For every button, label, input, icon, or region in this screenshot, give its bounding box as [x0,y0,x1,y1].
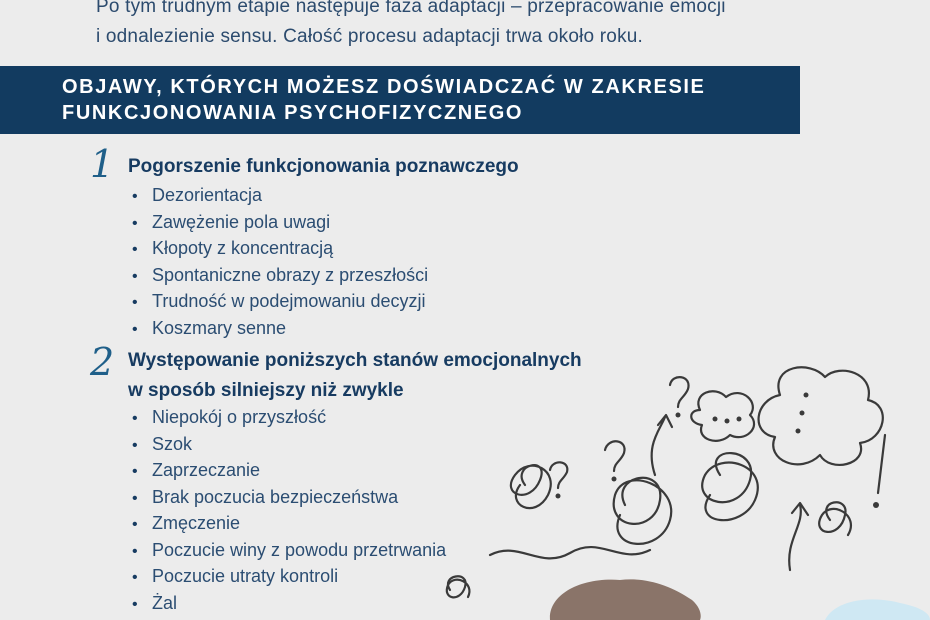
list-item-text: Trudność w podejmowaniu decyzji [152,291,426,311]
thought-cloud-small [691,391,754,441]
section-title-2-line-2: w sposób silniejszy niż zwykle [128,380,404,401]
list-item-text: Poczucie winy z powodu przetrwania [152,539,447,560]
bullet: • [132,569,138,586]
list-item-text: Zaprzeczanie [152,460,261,480]
bullet: • [132,516,138,533]
section-number-2: 2 [90,340,115,384]
list-item [132,537,446,564]
list-item [132,457,446,484]
list-item [132,404,446,431]
symptom-list-1 [132,182,428,341]
bullet: • [132,542,138,560]
list-item [132,288,428,315]
list-item [132,315,428,342]
list-item [132,182,428,209]
swirl-lines [490,547,650,558]
list-item [132,262,428,289]
list-item-text: Kłopoty z koncentracją [152,238,334,258]
cloud-dot-1 [713,417,718,422]
bullet: • [132,188,138,205]
list-item-text: Spontaniczne obrazy z przeszłości [152,264,429,285]
arrow-up-1 [652,415,672,475]
cloud-dot-2 [725,419,730,424]
scribble-right [819,502,851,535]
list-item-text: Szok [152,433,193,454]
banner-line-1: OBJAWY, KTÓRYCH MOŻESZ DOŚWIADCZAĆ W ZAKRESIE [62,76,706,98]
section-title-2-line-1: Występowanie poniższych stanów emocjonalnych [128,350,582,371]
section-banner [0,66,800,134]
intro-line-2: i odnalezienie sensu. Całość procesu adaptacji trwa około roku. [96,26,644,47]
list-item-text: Brak poczucia bezpieczeństwa [152,486,399,507]
bullet: • [132,241,138,258]
list-item-text: Zmęczenie [152,513,241,533]
section-title-1: Pogorszenie funkcjonowania poznawczego [128,156,519,177]
bullet: • [132,320,138,338]
scribble-left [511,465,551,508]
anxiety-doodle-illustration [430,355,930,620]
list-item-text: Żal [152,592,178,613]
section-number-1: 1 [90,142,115,186]
list-item [132,484,446,511]
question-dot-1 [676,413,681,418]
bullet: • [132,436,138,454]
list-item-text: Poczucie utraty kontroli [152,566,339,586]
bullet: • [132,267,138,285]
bullet: • [132,463,138,480]
cloud-dot-3 [737,417,742,422]
banner-line-2: FUNKCJONOWANIA PSYCHOFIZYCZNEGO [62,102,524,124]
question-dot-3 [556,494,561,499]
bullet: • [132,595,138,613]
thought-cloud-large [759,367,883,465]
list-item [132,431,446,458]
exclamation-mark [878,435,885,493]
exclamation-dot [873,502,879,508]
question-mark-2 [605,441,625,471]
bullet: • [132,489,138,507]
cloud-dot-6 [796,429,801,434]
list-item [132,563,446,590]
bullet: • [132,410,138,427]
cloud-dot-4 [804,393,809,398]
list-item [132,590,446,617]
list-item-text: Zawężenie pola uwagi [152,211,331,232]
list-item [132,209,428,236]
list-item [132,510,446,537]
list-item-text: Niepokój o przyszłość [152,407,327,427]
banner-heading [62,74,705,126]
bullet: • [132,214,138,232]
scribble-bottom-left [447,576,470,597]
question-mark-3 [550,462,567,488]
intro-line-1: Po tym trudnym etapie następuje faza adaptacji – przepracowanie emocji [96,0,726,17]
cloud-dot-5 [800,411,805,416]
arrow-up-2 [789,503,808,570]
list-item-text: Koszmary senne [152,317,287,338]
symptom-list-2 [132,404,446,616]
question-mark-1 [670,377,689,407]
intro-paragraph [96,0,856,52]
blue-accent-shape [825,599,930,620]
list-item-text: Dezorientacja [152,185,263,205]
question-dot-2 [612,477,617,482]
scribble-center [702,453,758,520]
head-silhouette [550,579,701,620]
bullet: • [132,294,138,311]
scribble-middle [614,478,672,544]
list-item [132,235,428,262]
